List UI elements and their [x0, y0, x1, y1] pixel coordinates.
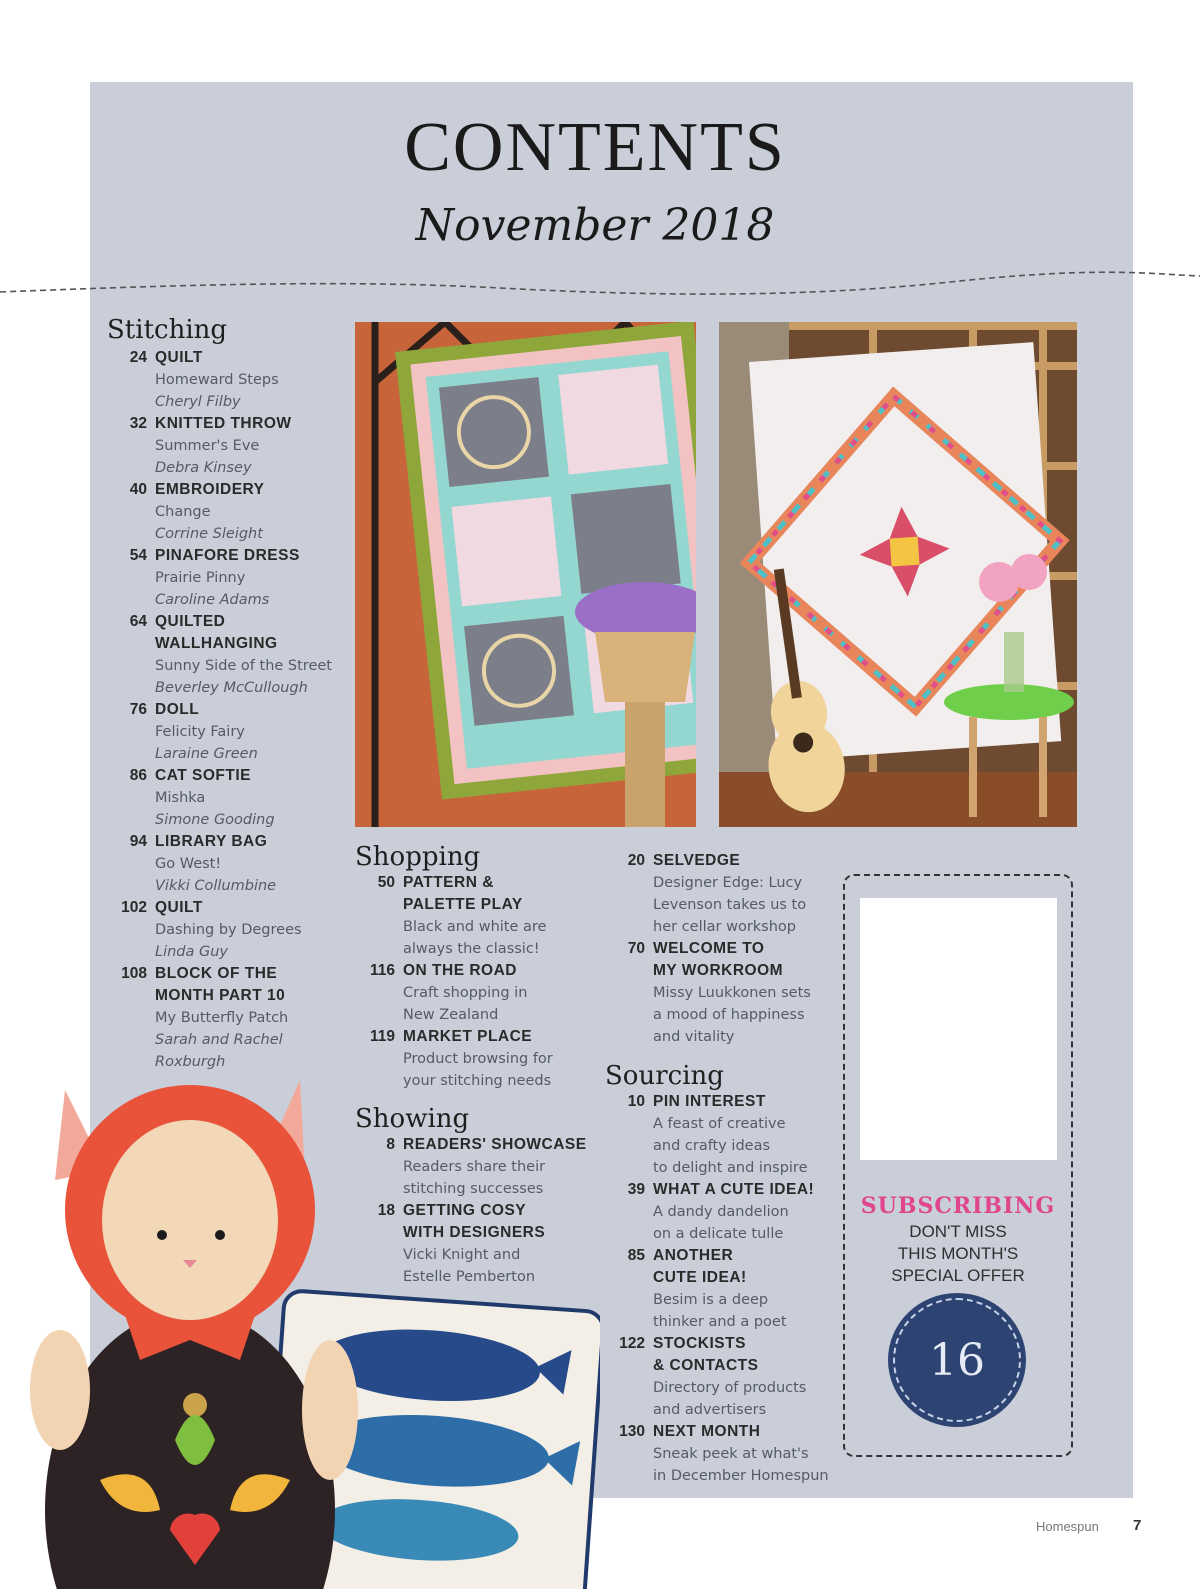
entry-description: her cellar workshop: [653, 919, 796, 935]
entry-description: Dashing by Degrees: [155, 922, 302, 938]
stitching-entry[interactable]: [107, 611, 347, 699]
entry-description: Levenson takes us to: [653, 897, 807, 913]
section-heading-stitching: Stitching: [107, 315, 228, 345]
entry-title[interactable]: MARKET PLACE: [403, 1028, 533, 1045]
entry-title[interactable]: STOCKISTS: [653, 1335, 746, 1352]
page-number: 130: [619, 1423, 645, 1440]
entry-title[interactable]: SELVEDGE: [653, 852, 741, 869]
entry-title-line2[interactable]: & CONTACTS: [653, 1357, 759, 1374]
promo-line: THIS MONTH'S: [897, 1244, 1019, 1263]
page-number: 119: [369, 1028, 395, 1045]
page-title: CONTENTS: [404, 109, 786, 186]
entry-description: Directory of products: [653, 1380, 807, 1396]
page-number: 94: [129, 833, 147, 850]
entry-description: A feast of creative: [653, 1116, 786, 1132]
entry-description: Homeward Steps: [155, 372, 279, 388]
entry-author: Caroline Adams: [155, 592, 270, 608]
entry-title-line2[interactable]: WITH DESIGNERS: [403, 1224, 546, 1241]
entry-title[interactable]: READERS' SHOWCASE: [403, 1136, 587, 1153]
page-number: 86: [129, 767, 147, 784]
footer-magazine-name: Homespun: [1036, 1519, 1099, 1534]
section-heading-showing: Showing: [355, 1104, 470, 1134]
promo-line: SPECIAL OFFER: [891, 1266, 1025, 1285]
stitching-entry[interactable]: [107, 963, 347, 1073]
entry-description: and vitality: [653, 1029, 735, 1045]
entry-title[interactable]: GETTING COSY: [403, 1202, 527, 1219]
page-number: 108: [121, 965, 147, 982]
sourcing-entry[interactable]: [605, 1179, 845, 1245]
entry-author: Simone Gooding: [155, 812, 275, 828]
entry-title[interactable]: BLOCK OF THE: [155, 965, 278, 982]
badge-page-number: 16: [929, 1334, 985, 1386]
subscribing-text: [842, 1221, 1074, 1287]
entry-author: Vikki Collumbine: [155, 878, 277, 894]
entry-description: Prairie Pinny: [155, 570, 246, 586]
page-number: 64: [129, 613, 147, 630]
entry-description: Designer Edge: Lucy: [653, 875, 803, 891]
misc-entry[interactable]: [605, 938, 845, 1048]
photo-left-quilt: [355, 322, 696, 827]
entry-title[interactable]: DOLL: [155, 701, 200, 718]
entry-title[interactable]: PATTERN &: [403, 874, 494, 891]
page-number: 8: [386, 1136, 395, 1153]
entry-description: and advertisers: [653, 1402, 767, 1418]
stitching-entry[interactable]: [107, 831, 347, 897]
subscribing-label[interactable]: SUBSCRIBING: [860, 1193, 1056, 1219]
page-badge[interactable]: [888, 1293, 1026, 1427]
cat-doll-and-whale-cushion-image: [0, 1060, 600, 1589]
entry-title[interactable]: WHAT A CUTE IDEA!: [653, 1181, 815, 1198]
entry-title[interactable]: QUILTED: [155, 613, 226, 630]
entry-description: Change: [155, 504, 211, 520]
entry-title[interactable]: PINAFORE DRESS: [155, 547, 300, 564]
stitching-entry[interactable]: [107, 699, 347, 765]
stitching-entry[interactable]: [107, 545, 347, 611]
entry-author: Corrine Sleight: [155, 526, 263, 542]
sourcing-entry[interactable]: [605, 1421, 845, 1487]
shopping-entry[interactable]: [355, 960, 595, 1026]
entry-author: Sarah and Rachel: [155, 1032, 283, 1048]
entry-description: Sneak peek at what's: [653, 1446, 809, 1462]
entry-title[interactable]: WELCOME TO: [653, 940, 765, 957]
stitching-entry[interactable]: [107, 347, 347, 413]
page-number: 39: [627, 1181, 645, 1198]
entry-description: Go West!: [155, 856, 222, 872]
entry-description: Missy Luukkonen sets: [653, 985, 811, 1001]
misc-entry[interactable]: [605, 850, 845, 938]
entry-description: your stitching needs: [403, 1073, 552, 1089]
stitching-entry[interactable]: [107, 479, 347, 545]
promo-line: DON'T MISS: [909, 1222, 1007, 1241]
entry-description: always the classic!: [403, 941, 540, 957]
entry-title[interactable]: KNITTED THROW: [155, 415, 292, 432]
entry-author: Roxburgh: [155, 1054, 226, 1070]
page-number: 85: [627, 1247, 645, 1264]
issue-date: November 2018: [415, 200, 775, 251]
page-number: 40: [129, 481, 147, 498]
entry-description: on a delicate tulle: [653, 1226, 784, 1242]
entry-title-line2[interactable]: PALETTE PLAY: [403, 896, 523, 913]
entry-description: Vicki Knight and: [403, 1247, 521, 1263]
entry-title[interactable]: ON THE ROAD: [403, 962, 517, 979]
stitch-line-divider: [0, 268, 1200, 308]
entry-title[interactable]: NEXT MONTH: [653, 1423, 761, 1440]
entry-title[interactable]: EMBROIDERY: [155, 481, 265, 498]
sourcing-entry[interactable]: [605, 1333, 845, 1421]
entry-description: Felicity Fairy: [155, 724, 245, 740]
entry-title-line2[interactable]: CUTE IDEA!: [653, 1269, 747, 1286]
entry-title-line2[interactable]: MONTH PART 10: [155, 987, 286, 1004]
sourcing-entry[interactable]: [605, 1245, 845, 1333]
page-number: 76: [129, 701, 147, 718]
entry-description: A dandy dandelion: [653, 1204, 789, 1220]
entry-title[interactable]: QUILT: [155, 349, 203, 366]
entry-description: thinker and a poet: [653, 1314, 787, 1330]
entry-description: My Butterfly Patch: [155, 1010, 289, 1026]
entry-description: Black and white are: [403, 919, 547, 935]
stitching-entry[interactable]: [107, 413, 347, 479]
entry-description: Product browsing for: [403, 1051, 553, 1067]
entry-description: Readers share their: [403, 1159, 546, 1175]
entry-description: Sunny Side of the Street: [155, 658, 332, 674]
page-number: 50: [377, 874, 395, 891]
entry-description: and crafty ideas: [653, 1138, 771, 1154]
shopping-entry[interactable]: [355, 872, 595, 960]
entry-description: in December Homespun: [653, 1468, 829, 1484]
entry-title-line2[interactable]: MY WORKROOM: [653, 962, 784, 979]
entry-description: a mood of happiness: [653, 1007, 805, 1023]
entry-author: Debra Kinsey: [155, 460, 252, 476]
entry-description: stitching successes: [403, 1181, 544, 1197]
page-number: 116: [369, 962, 395, 979]
entry-title[interactable]: QUILT: [155, 899, 203, 916]
page-number: 122: [619, 1335, 645, 1352]
section-heading-shopping: Shopping: [355, 842, 481, 872]
entry-author: Laraine Green: [155, 746, 258, 762]
stitching-entry[interactable]: [107, 897, 347, 963]
entry-description: Estelle Pemberton: [403, 1269, 536, 1285]
photo-right-quilt: [719, 322, 1077, 827]
section-heading-sourcing: Sourcing: [605, 1061, 724, 1091]
entry-description: Craft shopping in: [403, 985, 528, 1001]
badge-stitch-ring: [893, 1298, 1021, 1422]
page-number: 54: [129, 547, 147, 564]
page-number: 24: [129, 349, 147, 366]
entry-author: Beverley McCullough: [155, 680, 308, 696]
page-number: 102: [121, 899, 147, 916]
entry-author: Linda Guy: [155, 944, 229, 960]
footer-page-number: 7: [1133, 1517, 1142, 1534]
entry-title[interactable]: LIBRARY BAG: [155, 833, 268, 850]
page-number: 10: [627, 1093, 645, 1110]
page-number: 70: [627, 940, 645, 957]
entry-description: to delight and inspire: [653, 1160, 808, 1176]
entry-description: Besim is a deep: [653, 1292, 769, 1308]
entry-title[interactable]: CAT SOFTIE: [155, 767, 251, 784]
stitching-entry[interactable]: [107, 765, 347, 831]
entry-title[interactable]: ANOTHER: [653, 1247, 734, 1264]
promo-image-placeholder: [860, 898, 1057, 1160]
page-number: 32: [129, 415, 147, 432]
entry-author: Cheryl Filby: [155, 394, 241, 410]
entry-title-line2[interactable]: WALLHANGING: [155, 635, 278, 652]
sourcing-entry[interactable]: [605, 1091, 845, 1179]
entry-description: New Zealand: [403, 1007, 499, 1023]
entry-description: Summer's Eve: [155, 438, 260, 454]
page-number: 18: [377, 1202, 395, 1219]
entry-title[interactable]: PIN INTEREST: [653, 1093, 766, 1110]
page-number: 20: [627, 852, 645, 869]
entry-description: Mishka: [155, 790, 206, 806]
